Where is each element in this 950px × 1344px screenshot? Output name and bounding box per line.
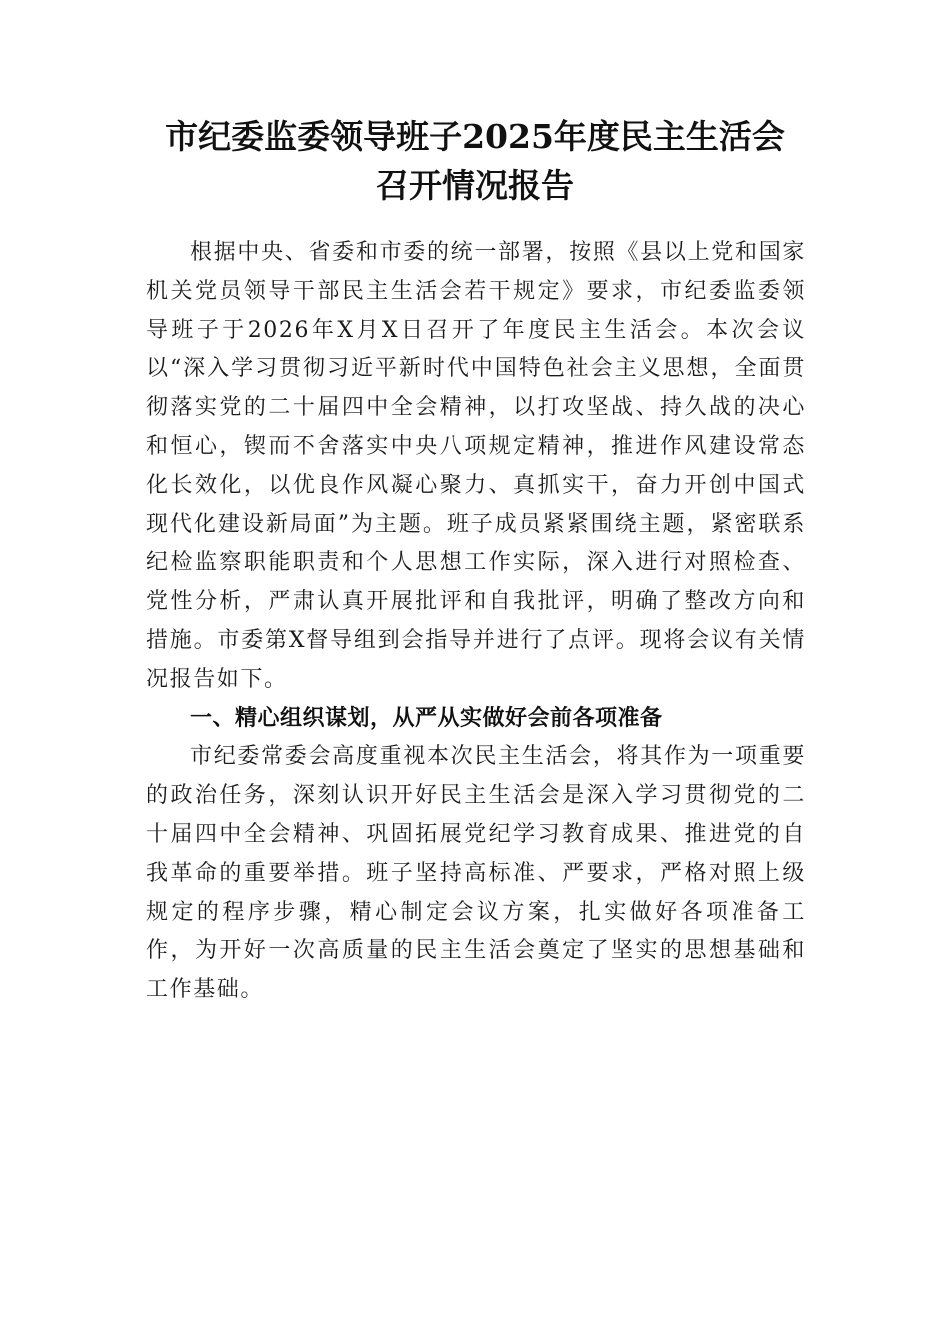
title-line-1: 市纪委监委领导班子2025年度民主生活会 — [165, 117, 785, 156]
document-title — [140, 112, 810, 210]
paragraph-intro: 根据中央、省委和市委的统一部署，按照《县以上党和国家机关党员领导干部民主生活会若干规定》要求，市纪委监委领导班子于2026年X月X日召开了年度民主生活会。本次会议以“深入学习贯彻习近平新时代中国特色社会主义思想，全面贯彻落实党的二十届四中全会精神，以打攻坚战、持久战的决心和恒心，锲而不舍落实中央八项规定精神，推进作风建设常态化长效化，以优良作风凝心聚力、真抓实干，奋力开创中国式现代化建设新局面”为主题。班子成员紧紧围绕主题，紧密联系纪检监察职能职责和个人思想工作实际，深入进行对照检查、党性分析，严肃认真开展批评和自我批评，明确了整改方向和措施。市委第X督导组到会指导并进行了点评。现将会议有关情况报告如下。 — [146, 240, 806, 692]
section-heading-1: 一、精心组织谋划，从严从实做好会前各项准备 — [190, 705, 663, 731]
title-line-2: 召开情况报告 — [376, 166, 574, 205]
document-body — [146, 234, 806, 1010]
paragraph-section-1: 市纪委常委会高度重视本次民主生活会，将其作为一项重要的政治任务，深刻认识开好民主生活会是深入学习贯彻党的二十届四中全会精神、巩固拓展党纪学习教育成果、推进党的自我革命的重要举措。班子坚持高标准、严要求，严格对照上级规定的程序步骤，精心制定会议方案，扎实做好各项准备工作，为开好一次高质量的民主生活会奠定了坚实的思想基础和工作基础。 — [146, 744, 806, 1003]
